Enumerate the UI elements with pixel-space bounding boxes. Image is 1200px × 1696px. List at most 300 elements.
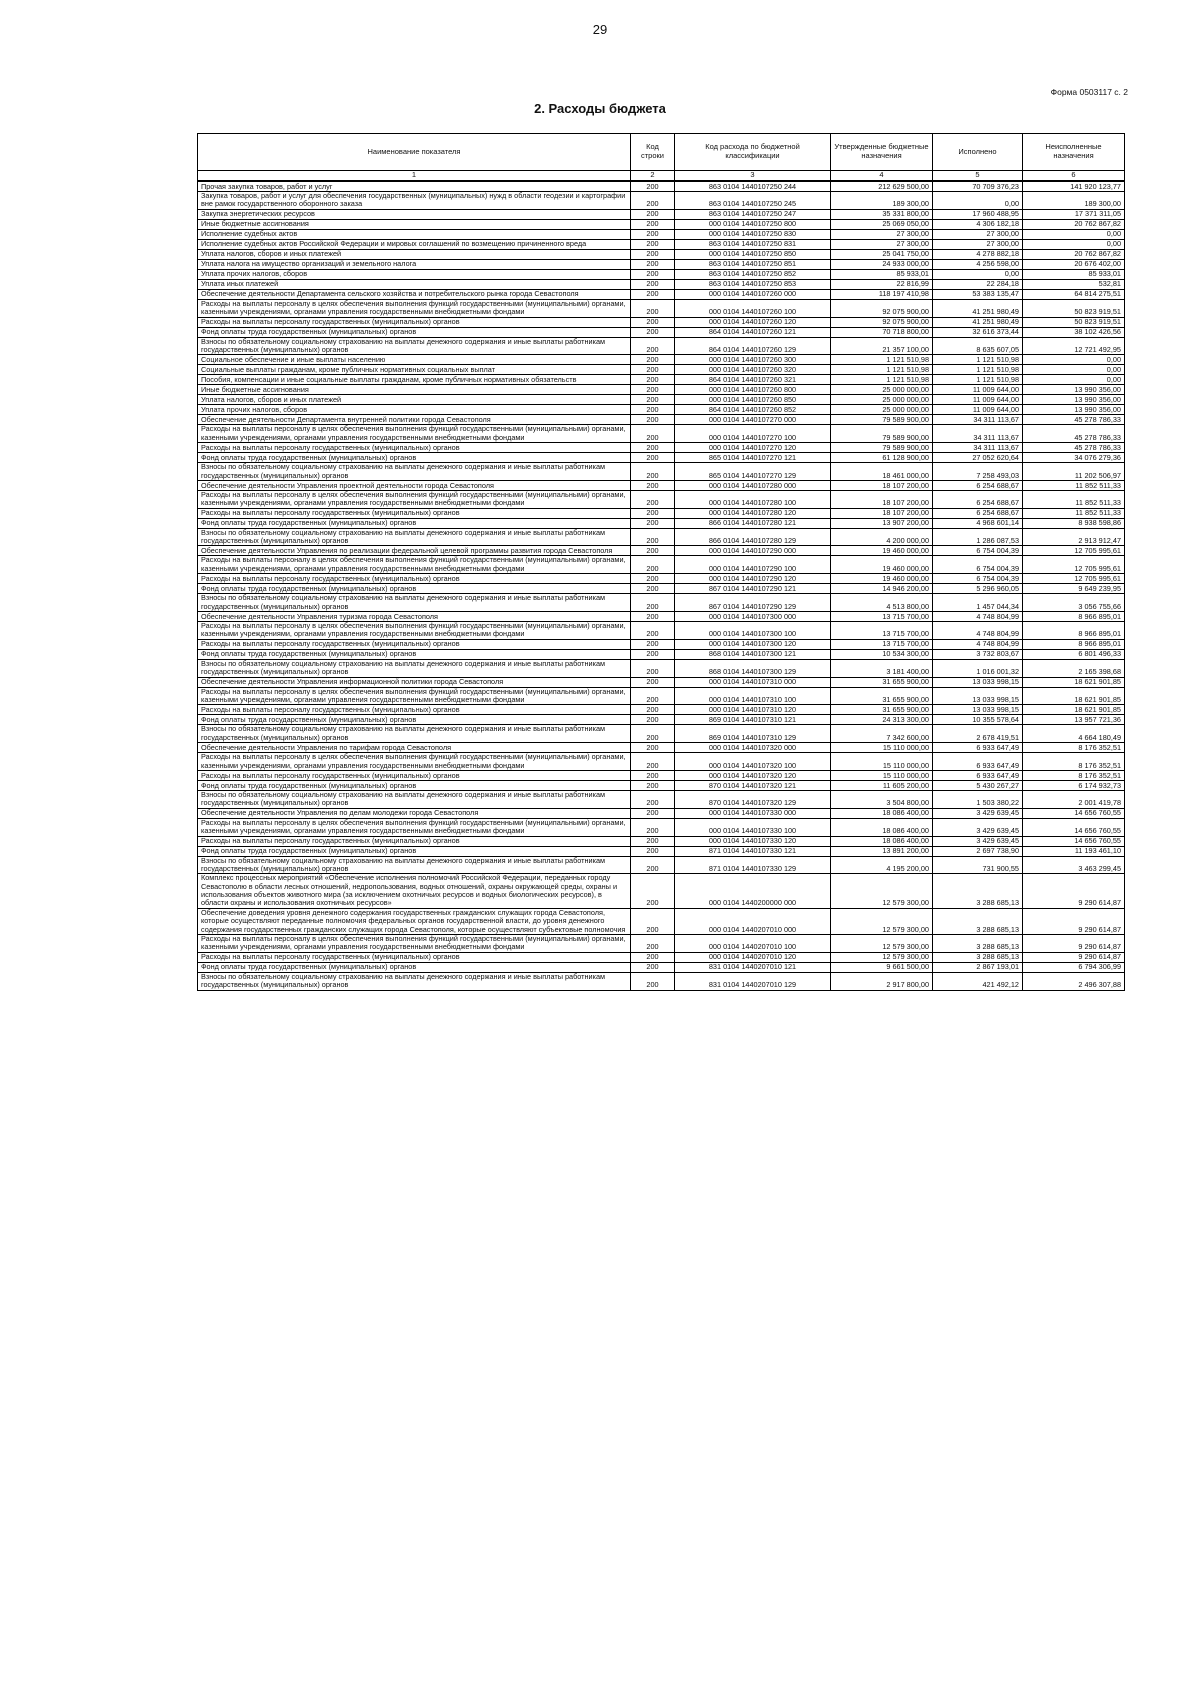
header-approved: Утвержденные бюджетные назначения — [831, 134, 933, 171]
row-name: Фонд оплаты труда государственных (муниципальных) органов — [198, 962, 631, 972]
row-executed-amount: 6 754 004,39 — [933, 556, 1023, 574]
row-name: Взносы по обязательному социальному страхованию на выплаты денежного содержания и иные выплаты работникам государственных (муниципальных) органов — [198, 972, 631, 990]
table-row — [198, 279, 1125, 289]
row-executed-amount: 6 754 004,39 — [933, 546, 1023, 556]
table-row — [198, 219, 1125, 229]
row-approved-amount: 31 655 900,00 — [831, 705, 933, 715]
row-approved-amount: 18 107 200,00 — [831, 480, 933, 490]
row-approved-amount: 7 342 600,00 — [831, 725, 933, 743]
table-row — [198, 556, 1125, 574]
row-name: Расходы на выплаты персоналу в целях обеспечения выполнения функций государственными (муниципальными) органами, казенными учреждениями, органами управления государственными внебюджетными фондами — [198, 490, 631, 508]
row-executed-amount: 22 284,18 — [933, 279, 1023, 289]
row-line-code: 200 — [631, 259, 675, 269]
row-name: Взносы по обязательному социальному страхованию на выплаты денежного содержания и иные выплаты работникам государственных (муниципальных) органов — [198, 659, 631, 677]
row-approved-amount: 13 891 200,00 — [831, 846, 933, 856]
row-unexecuted-amount: 189 300,00 — [1023, 192, 1125, 210]
row-line-code: 200 — [631, 443, 675, 453]
table-row — [198, 780, 1125, 790]
row-classification-code: 000 0104 1440107250 830 — [675, 229, 831, 239]
row-classification-code: 867 0104 1440107290 121 — [675, 584, 831, 594]
row-executed-amount: 41 251 980,49 — [933, 317, 1023, 327]
row-name: Расходы на выплаты персоналу в целях обеспечения выполнения функций государственными (муниципальными) органами, казенными учреждениями, органами управления государственными внебюджетными фондами — [198, 687, 631, 705]
row-approved-amount: 12 579 300,00 — [831, 908, 933, 934]
row-approved-amount: 10 534 300,00 — [831, 649, 933, 659]
table-row — [198, 385, 1125, 395]
row-executed-amount: 1 503 380,22 — [933, 790, 1023, 808]
table-row — [198, 209, 1125, 219]
table-row — [198, 415, 1125, 425]
table-row — [198, 546, 1125, 556]
header-row — [198, 134, 1125, 171]
row-classification-code: 864 0104 1440107260 129 — [675, 337, 831, 355]
row-approved-amount: 13 715 700,00 — [831, 639, 933, 649]
row-approved-amount: 3 504 800,00 — [831, 790, 933, 808]
section-title: 2. Расходы бюджета — [534, 101, 666, 116]
table-row — [198, 375, 1125, 385]
row-executed-amount: 34 311 113,67 — [933, 425, 1023, 443]
row-name: Социальные выплаты гражданам, кроме публичных нормативных социальных выплат — [198, 365, 631, 375]
row-line-code: 200 — [631, 715, 675, 725]
table-row — [198, 584, 1125, 594]
row-unexecuted-amount: 18 621 901,85 — [1023, 677, 1125, 687]
row-executed-amount: 6 933 647,49 — [933, 770, 1023, 780]
row-executed-amount: 3 288 685,13 — [933, 935, 1023, 953]
row-line-code: 200 — [631, 480, 675, 490]
row-approved-amount: 1 121 510,98 — [831, 365, 933, 375]
row-approved-amount: 79 589 900,00 — [831, 425, 933, 443]
row-classification-code: 000 0104 1440107320 000 — [675, 743, 831, 753]
row-line-code: 200 — [631, 790, 675, 808]
row-executed-amount: 11 009 644,00 — [933, 385, 1023, 395]
table-row — [198, 836, 1125, 846]
row-executed-amount: 10 355 578,64 — [933, 715, 1023, 725]
row-classification-code: 000 0104 1440107250 850 — [675, 249, 831, 259]
table-body — [198, 181, 1125, 990]
row-name: Закупка энергетических ресурсов — [198, 209, 631, 219]
row-classification-code: 870 0104 1440107320 121 — [675, 780, 831, 790]
row-executed-amount: 13 033 998,15 — [933, 705, 1023, 715]
row-executed-amount: 1 121 510,98 — [933, 365, 1023, 375]
row-line-code: 200 — [631, 385, 675, 395]
row-name: Пособия, компенсации и иные социальные выплаты гражданам, кроме публичных нормативных обязательств — [198, 375, 631, 385]
row-unexecuted-amount: 13 990 356,00 — [1023, 405, 1125, 415]
row-unexecuted-amount: 11 852 511,33 — [1023, 490, 1125, 508]
row-unexecuted-amount: 6 174 932,73 — [1023, 780, 1125, 790]
row-unexecuted-amount: 0,00 — [1023, 229, 1125, 239]
row-executed-amount: 17 960 488,95 — [933, 209, 1023, 219]
row-executed-amount: 3 288 685,13 — [933, 908, 1023, 934]
row-executed-amount: 41 251 980,49 — [933, 299, 1023, 317]
row-classification-code: 864 0104 1440107260 852 — [675, 405, 831, 415]
row-approved-amount: 15 110 000,00 — [831, 743, 933, 753]
row-line-code: 200 — [631, 753, 675, 771]
table-row — [198, 743, 1125, 753]
row-name: Взносы по обязательному социальному страхованию на выплаты денежного содержания и иные выплаты работникам государственных (муниципальных) органов — [198, 528, 631, 546]
row-classification-code: 000 0104 1440107270 000 — [675, 415, 831, 425]
row-executed-amount: 0,00 — [933, 192, 1023, 210]
table-row — [198, 753, 1125, 771]
row-classification-code: 863 0104 1440107250 851 — [675, 259, 831, 269]
row-executed-amount: 3 732 803,67 — [933, 649, 1023, 659]
row-classification-code: 000 0104 1440107330 120 — [675, 836, 831, 846]
row-approved-amount: 25 069 050,00 — [831, 219, 933, 229]
row-unexecuted-amount: 141 920 123,77 — [1023, 181, 1125, 192]
budget-expenses-table — [197, 133, 1125, 991]
row-executed-amount: 2 697 738,90 — [933, 846, 1023, 856]
row-executed-amount: 731 900,55 — [933, 856, 1023, 874]
row-executed-amount: 34 311 113,67 — [933, 415, 1023, 425]
row-executed-amount: 1 457 044,34 — [933, 594, 1023, 612]
row-classification-code: 000 0104 1440207010 120 — [675, 952, 831, 962]
row-line-code: 200 — [631, 355, 675, 365]
row-line-code: 200 — [631, 818, 675, 836]
row-executed-amount: 6 933 647,49 — [933, 743, 1023, 753]
row-name: Обеспечение деятельности Управления по реализации федеральной целевой программы развития города Севастополя — [198, 546, 631, 556]
header-line-code: Код строки — [631, 134, 675, 171]
row-name: Расходы на выплаты персоналу государственных (муниципальных) органов — [198, 770, 631, 780]
row-approved-amount: 4 195 200,00 — [831, 856, 933, 874]
row-name: Расходы на выплаты персоналу в целях обеспечения выполнения функций государственными (муниципальными) органами, казенными учреждениями, органами управления государственными внебюджетными фондами — [198, 425, 631, 443]
row-classification-code: 863 0104 1440107250 852 — [675, 269, 831, 279]
table-row — [198, 355, 1125, 365]
row-name: Расходы на выплаты персоналу в целях обеспечения выполнения функций государственными (муниципальными) органами, казенными учреждениями, органами управления государственными внебюджетными фондами — [198, 299, 631, 317]
row-unexecuted-amount: 9 649 239,95 — [1023, 584, 1125, 594]
row-approved-amount: 12 579 300,00 — [831, 935, 933, 953]
row-unexecuted-amount: 14 656 760,55 — [1023, 808, 1125, 818]
row-name: Уплата налогов, сборов и иных платежей — [198, 249, 631, 259]
row-unexecuted-amount: 14 656 760,55 — [1023, 818, 1125, 836]
row-classification-code: 000 0104 1440107250 800 — [675, 219, 831, 229]
row-unexecuted-amount: 20 676 402,00 — [1023, 259, 1125, 269]
table-row — [198, 395, 1125, 405]
row-line-code: 200 — [631, 463, 675, 481]
row-approved-amount: 12 579 300,00 — [831, 952, 933, 962]
row-unexecuted-amount: 9 290 614,87 — [1023, 908, 1125, 934]
row-approved-amount: 92 075 900,00 — [831, 317, 933, 327]
row-line-code: 200 — [631, 365, 675, 375]
row-unexecuted-amount: 12 705 995,61 — [1023, 574, 1125, 584]
row-executed-amount: 6 254 688,67 — [933, 508, 1023, 518]
table-row — [198, 818, 1125, 836]
row-line-code: 200 — [631, 518, 675, 528]
row-classification-code: 868 0104 1440107300 129 — [675, 659, 831, 677]
row-classification-code: 869 0104 1440107310 129 — [675, 725, 831, 743]
row-line-code: 200 — [631, 836, 675, 846]
row-classification-code: 871 0104 1440107330 129 — [675, 856, 831, 874]
row-name: Взносы по обязательному социальному страхованию на выплаты денежного содержания и иные выплаты работникам государственных (муниципальных) органов — [198, 856, 631, 874]
row-line-code: 200 — [631, 856, 675, 874]
row-executed-amount: 34 311 113,67 — [933, 443, 1023, 453]
column-number: 5 — [933, 171, 1023, 182]
row-unexecuted-amount: 45 278 786,33 — [1023, 425, 1125, 443]
row-executed-amount: 3 429 639,45 — [933, 836, 1023, 846]
row-line-code: 200 — [631, 327, 675, 337]
row-executed-amount: 5 296 960,05 — [933, 584, 1023, 594]
row-name: Взносы по обязательному социальному страхованию на выплаты денежного содержания и иные выплаты работникам государственных (муниципальных) органов — [198, 463, 631, 481]
column-number: 2 — [631, 171, 675, 182]
row-name: Обеспечение деятельности Управления туризма города Севастополя — [198, 612, 631, 622]
row-executed-amount: 3 429 639,45 — [933, 818, 1023, 836]
row-approved-amount: 27 300,00 — [831, 229, 933, 239]
row-classification-code: 870 0104 1440107320 129 — [675, 790, 831, 808]
row-approved-amount: 21 357 100,00 — [831, 337, 933, 355]
table-row — [198, 425, 1125, 443]
row-approved-amount: 3 181 400,00 — [831, 659, 933, 677]
row-executed-amount: 6 754 004,39 — [933, 574, 1023, 584]
row-approved-amount: 18 086 400,00 — [831, 836, 933, 846]
row-classification-code: 000 0104 1440107260 100 — [675, 299, 831, 317]
row-unexecuted-amount: 2 496 307,88 — [1023, 972, 1125, 990]
row-unexecuted-amount: 0,00 — [1023, 239, 1125, 249]
row-approved-amount: 19 460 000,00 — [831, 574, 933, 584]
row-line-code: 200 — [631, 181, 675, 192]
row-unexecuted-amount: 9 290 614,87 — [1023, 952, 1125, 962]
header-classification-code: Код расхода по бюджетной классификации — [675, 134, 831, 171]
table-row — [198, 181, 1125, 192]
row-name: Закупка товаров, работ и услуг для обеспечения государственных (муниципальных) нужд в области геодезии и картографии вне рамок государственного оборонного заказа — [198, 192, 631, 210]
row-approved-amount: 18 086 400,00 — [831, 818, 933, 836]
row-line-code: 200 — [631, 490, 675, 508]
row-approved-amount: 118 197 410,98 — [831, 289, 933, 299]
column-number: 4 — [831, 171, 933, 182]
row-line-code: 200 — [631, 612, 675, 622]
table-row — [198, 327, 1125, 337]
table-row — [198, 908, 1125, 934]
row-approved-amount: 4 200 000,00 — [831, 528, 933, 546]
row-classification-code: 000 0104 1440107280 000 — [675, 480, 831, 490]
row-approved-amount: 25 000 000,00 — [831, 395, 933, 405]
row-classification-code: 000 0104 1440107280 120 — [675, 508, 831, 518]
row-line-code: 200 — [631, 556, 675, 574]
column-number: 1 — [198, 171, 631, 182]
row-classification-code: 000 0104 1440107270 120 — [675, 443, 831, 453]
table-row — [198, 574, 1125, 584]
row-classification-code: 000 0104 1440107300 120 — [675, 639, 831, 649]
row-unexecuted-amount: 3 463 299,45 — [1023, 856, 1125, 874]
row-line-code: 200 — [631, 337, 675, 355]
row-name: Взносы по обязательному социальному страхованию на выплаты денежного содержания и иные выплаты работникам государственных (муниципальных) органов — [198, 337, 631, 355]
row-executed-amount: 27 300,00 — [933, 239, 1023, 249]
row-executed-amount: 4 748 804,99 — [933, 622, 1023, 640]
row-classification-code: 000 0104 1440107320 120 — [675, 770, 831, 780]
row-approved-amount: 70 718 800,00 — [831, 327, 933, 337]
row-line-code: 200 — [631, 453, 675, 463]
row-name: Расходы на выплаты персоналу государственных (муниципальных) органов — [198, 705, 631, 715]
row-name: Комплекс процессных мероприятий «Обеспечение исполнения полномочий Российской Федерации, переданных городу Севастополю в области лесных отношений, недропользования, водных отношений, охраны окружающей среды, охраны и использования объектов животного мира (за исключением охотничьих ресурсов и водных биологических ресурсов), в области охраны и использования охотничьих ресурсов» — [198, 874, 631, 909]
row-classification-code: 000 0104 1440107300 000 — [675, 612, 831, 622]
row-classification-code: 831 0104 1440207010 129 — [675, 972, 831, 990]
row-executed-amount: 1 286 087,53 — [933, 528, 1023, 546]
row-line-code: 200 — [631, 874, 675, 909]
row-name: Уплата налога на имущество организаций и земельного налога — [198, 259, 631, 269]
table-row — [198, 874, 1125, 909]
row-executed-amount: 27 300,00 — [933, 229, 1023, 239]
row-classification-code: 000 0104 1440107330 000 — [675, 808, 831, 818]
row-unexecuted-amount: 20 762 867,82 — [1023, 249, 1125, 259]
row-line-code: 200 — [631, 972, 675, 990]
table-row — [198, 269, 1125, 279]
row-approved-amount: 13 715 700,00 — [831, 622, 933, 640]
row-classification-code: 000 0104 1440107260 850 — [675, 395, 831, 405]
row-unexecuted-amount: 8 966 895,01 — [1023, 622, 1125, 640]
row-line-code: 200 — [631, 289, 675, 299]
row-executed-amount: 53 383 135,47 — [933, 289, 1023, 299]
row-executed-amount: 4 256 598,00 — [933, 259, 1023, 269]
table-row — [198, 770, 1125, 780]
row-name: Обеспечение деятельности Департамента сельского хозяйства и потребительского рынка города Севастополя — [198, 289, 631, 299]
row-unexecuted-amount: 8 176 352,51 — [1023, 743, 1125, 753]
row-classification-code: 000 0104 1440107260 800 — [675, 385, 831, 395]
row-executed-amount: 6 254 688,67 — [933, 480, 1023, 490]
row-approved-amount: 15 110 000,00 — [831, 770, 933, 780]
row-unexecuted-amount: 38 102 426,56 — [1023, 327, 1125, 337]
row-classification-code: 866 0104 1440107280 121 — [675, 518, 831, 528]
row-classification-code: 868 0104 1440107300 121 — [675, 649, 831, 659]
table-row — [198, 259, 1125, 269]
row-name: Обеспечение деятельности Управления по делам молодежи города Севастополя — [198, 808, 631, 818]
row-name: Фонд оплаты труда государственных (муниципальных) органов — [198, 327, 631, 337]
row-line-code: 200 — [631, 808, 675, 818]
row-line-code: 200 — [631, 239, 675, 249]
row-name: Обеспечение деятельности Управления по тарифам города Севастополя — [198, 743, 631, 753]
row-name: Фонд оплаты труда государственных (муниципальных) органов — [198, 453, 631, 463]
row-name: Фонд оплаты труда государственных (муниципальных) органов — [198, 780, 631, 790]
row-name: Обеспечение деятельности Департамента внутренней политики города Севастополя — [198, 415, 631, 425]
header-unexecuted: Неисполненные назначения — [1023, 134, 1125, 171]
row-executed-amount: 0,00 — [933, 269, 1023, 279]
table-row — [198, 846, 1125, 856]
table-row — [198, 299, 1125, 317]
row-line-code: 200 — [631, 546, 675, 556]
row-classification-code: 871 0104 1440107330 121 — [675, 846, 831, 856]
table-row — [198, 962, 1125, 972]
row-approved-amount: 13 907 200,00 — [831, 518, 933, 528]
row-approved-amount: 1 121 510,98 — [831, 355, 933, 365]
row-line-code: 200 — [631, 962, 675, 972]
row-line-code: 200 — [631, 209, 675, 219]
table-row — [198, 594, 1125, 612]
row-line-code: 200 — [631, 269, 675, 279]
row-executed-amount: 421 492,12 — [933, 972, 1023, 990]
row-line-code: 200 — [631, 425, 675, 443]
row-line-code: 200 — [631, 405, 675, 415]
row-line-code: 200 — [631, 508, 675, 518]
row-unexecuted-amount: 11 193 461,10 — [1023, 846, 1125, 856]
row-unexecuted-amount: 85 933,01 — [1023, 269, 1125, 279]
row-name: Расходы на выплаты персоналу государственных (муниципальных) органов — [198, 574, 631, 584]
row-classification-code: 867 0104 1440107290 129 — [675, 594, 831, 612]
row-name: Расходы на выплаты персоналу государственных (муниципальных) органов — [198, 317, 631, 327]
row-approved-amount: 18 461 000,00 — [831, 463, 933, 481]
row-name: Фонд оплаты труда государственных (муниципальных) органов — [198, 649, 631, 659]
row-line-code: 200 — [631, 375, 675, 385]
row-unexecuted-amount: 45 278 786,33 — [1023, 443, 1125, 453]
row-executed-amount: 70 709 376,23 — [933, 181, 1023, 192]
row-name: Фонд оплаты труда государственных (муниципальных) органов — [198, 518, 631, 528]
table-row — [198, 337, 1125, 355]
row-name: Расходы на выплаты персоналу в целях обеспечения выполнения функций государственными (муниципальными) органами, казенными учреждениями, органами управления государственными внебюджетными фондами — [198, 935, 631, 953]
row-approved-amount: 2 917 800,00 — [831, 972, 933, 990]
row-line-code: 200 — [631, 584, 675, 594]
row-approved-amount: 9 661 500,00 — [831, 962, 933, 972]
row-name: Уплата иных платежей — [198, 279, 631, 289]
row-line-code: 200 — [631, 395, 675, 405]
row-approved-amount: 25 041 750,00 — [831, 249, 933, 259]
row-line-code: 200 — [631, 908, 675, 934]
row-unexecuted-amount: 18 621 901,85 — [1023, 705, 1125, 715]
row-approved-amount: 13 715 700,00 — [831, 612, 933, 622]
row-approved-amount: 12 579 300,00 — [831, 874, 933, 909]
row-classification-code: 869 0104 1440107310 121 — [675, 715, 831, 725]
row-classification-code: 000 0104 1440107260 320 — [675, 365, 831, 375]
row-line-code: 200 — [631, 279, 675, 289]
row-name: Обеспечение деятельности Управления информационной политики города Севастополя — [198, 677, 631, 687]
row-unexecuted-amount: 8 176 352,51 — [1023, 753, 1125, 771]
row-classification-code: 000 0104 1440107260 000 — [675, 289, 831, 299]
row-executed-amount: 4 748 804,99 — [933, 612, 1023, 622]
row-name: Уплата прочих налогов, сборов — [198, 405, 631, 415]
row-classification-code: 000 0104 1440107320 100 — [675, 753, 831, 771]
row-line-code: 200 — [631, 705, 675, 715]
row-executed-amount: 27 052 620,64 — [933, 453, 1023, 463]
row-classification-code: 000 0104 1440107290 000 — [675, 546, 831, 556]
row-unexecuted-amount: 12 721 492,95 — [1023, 337, 1125, 355]
row-unexecuted-amount: 8 966 895,01 — [1023, 612, 1125, 622]
row-approved-amount: 79 589 900,00 — [831, 415, 933, 425]
row-approved-amount: 79 589 900,00 — [831, 443, 933, 453]
row-unexecuted-amount: 17 371 311,05 — [1023, 209, 1125, 219]
row-unexecuted-amount: 9 290 614,87 — [1023, 935, 1125, 953]
table-row — [198, 480, 1125, 490]
row-name: Уплата прочих налогов, сборов — [198, 269, 631, 279]
row-unexecuted-amount: 11 202 506,97 — [1023, 463, 1125, 481]
row-line-code: 200 — [631, 574, 675, 584]
row-classification-code: 000 0104 1440107270 100 — [675, 425, 831, 443]
row-executed-amount: 3 288 685,13 — [933, 952, 1023, 962]
row-classification-code: 865 0104 1440107270 121 — [675, 453, 831, 463]
row-approved-amount: 24 933 000,00 — [831, 259, 933, 269]
table-row — [198, 490, 1125, 508]
row-line-code: 200 — [631, 528, 675, 546]
row-line-code: 200 — [631, 229, 675, 239]
row-line-code: 200 — [631, 317, 675, 327]
row-unexecuted-amount: 2 001 419,78 — [1023, 790, 1125, 808]
row-name: Исполнение судебных актов — [198, 229, 631, 239]
row-executed-amount: 8 635 607,05 — [933, 337, 1023, 355]
row-unexecuted-amount: 0,00 — [1023, 355, 1125, 365]
table-row — [198, 463, 1125, 481]
table-row — [198, 952, 1125, 962]
table-row — [198, 856, 1125, 874]
row-name: Обеспечение доведения уровня денежного содержания государственных гражданских служащих города Севастополя, которые осуществляют переданные полномочия федеральных органов государственной власти, до уровня денежного содержания государственных гражданских служащих города Севастополя, которые осуществляют субъектовые полномочия — [198, 908, 631, 934]
table-row — [198, 249, 1125, 259]
row-classification-code: 864 0104 1440107260 321 — [675, 375, 831, 385]
row-name: Социальное обеспечение и иные выплаты населению — [198, 355, 631, 365]
table-row — [198, 229, 1125, 239]
header-name: Наименование показателя — [198, 134, 631, 171]
row-approved-amount: 18 107 200,00 — [831, 490, 933, 508]
row-approved-amount: 85 933,01 — [831, 269, 933, 279]
row-approved-amount: 19 460 000,00 — [831, 556, 933, 574]
table-row — [198, 612, 1125, 622]
row-classification-code: 000 0104 1440107280 100 — [675, 490, 831, 508]
row-approved-amount: 212 629 500,00 — [831, 181, 933, 192]
row-executed-amount: 11 009 644,00 — [933, 405, 1023, 415]
row-classification-code: 865 0104 1440107270 129 — [675, 463, 831, 481]
row-name: Расходы на выплаты персоналу в целях обеспечения выполнения функций государственными (муниципальными) органами, казенными учреждениями, органами управления государственными внебюджетными фондами — [198, 818, 631, 836]
row-unexecuted-amount: 20 762 867,82 — [1023, 219, 1125, 229]
row-approved-amount: 92 075 900,00 — [831, 299, 933, 317]
